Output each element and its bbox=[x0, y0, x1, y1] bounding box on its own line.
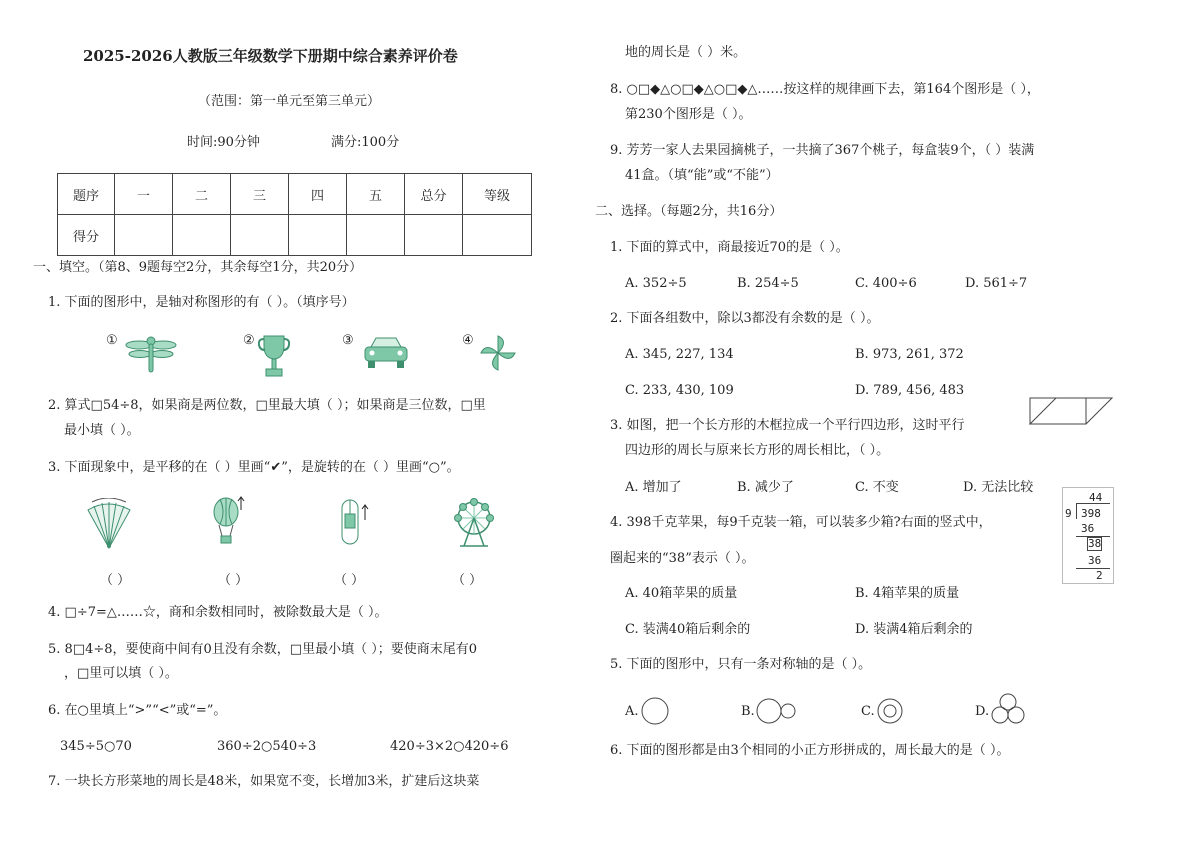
c4-option-a[interactable]: A. 40箱苹果的质量 bbox=[625, 586, 738, 601]
ferris-wheel-icon bbox=[451, 496, 497, 548]
dragonfly-icon bbox=[122, 332, 180, 374]
q4-text: 4. □÷7=△……☆，商和余数相同时，被除数最大是（ ）。 bbox=[48, 605, 388, 620]
score-cell[interactable] bbox=[173, 215, 231, 256]
q2-text-line1: 2. 算式□54÷8，如果商是两位数，□里最大填（ ）；如果商是三位数，□里 bbox=[48, 398, 486, 413]
division-quotient: 44 bbox=[1089, 491, 1103, 504]
score-cell[interactable] bbox=[289, 215, 347, 256]
table-header-cell: 三 bbox=[231, 174, 289, 215]
division-step-3: 36 bbox=[1088, 554, 1102, 567]
division-step-1: 36 bbox=[1081, 522, 1095, 535]
c5-option-c-label[interactable]: C. bbox=[861, 704, 875, 719]
c5-text: 5. 下面的图形中，只有一条对称轴的是（ ）。 bbox=[610, 657, 872, 672]
c1-option-c[interactable]: C. 400÷6 bbox=[855, 276, 917, 291]
table-header-cell: 题序 bbox=[58, 174, 115, 215]
table-row-label: 得分 bbox=[58, 215, 115, 256]
trophy-icon bbox=[258, 332, 290, 378]
folding-fan-icon bbox=[86, 498, 132, 550]
c4-text-line2: 圈起来的“38”表示（ ）。 bbox=[610, 551, 755, 566]
c3-text-line2: 四边形的周长与原来长方形的周长相比，（ ）。 bbox=[625, 443, 890, 458]
elevator-icon bbox=[336, 498, 370, 548]
c2-option-c[interactable]: C. 233, 430, 109 bbox=[625, 383, 734, 398]
q8-text-line2: 第230个图形是（ ）。 bbox=[625, 107, 752, 122]
q1-label-4: ④ bbox=[462, 333, 474, 348]
score-table-header-row bbox=[58, 174, 532, 215]
q1-label-1: ① bbox=[106, 333, 118, 348]
q6-item-3: 420÷3×2○420÷6 bbox=[390, 739, 509, 754]
score-cell[interactable] bbox=[405, 215, 463, 256]
q1-text: 1. 下面的图形中，是轴对称图形的有（ ）。（填序号） bbox=[48, 295, 355, 310]
c3-option-c[interactable]: C. 不变 bbox=[855, 480, 899, 495]
q6-item-2: 360÷2○540÷3 bbox=[217, 739, 317, 754]
q5-text-line2: ，□里可以填（ ）。 bbox=[64, 666, 178, 681]
car-icon bbox=[362, 335, 410, 371]
c3-option-a[interactable]: A. 增加了 bbox=[625, 480, 682, 495]
score-cell[interactable] bbox=[231, 215, 289, 256]
table-header-cell: 五 bbox=[347, 174, 405, 215]
q3-answer-paren-3[interactable]: （ ） bbox=[334, 573, 365, 588]
q8-text-line1: 8. ○□◆△○□◆△○□◆△……按这样的规律画下去，第164个图形是（ ）， bbox=[610, 82, 1040, 97]
c1-option-a[interactable]: A. 352÷5 bbox=[625, 276, 687, 291]
q9-text-line2: 41盒。（填“能”或“不能”） bbox=[625, 168, 779, 183]
time-limit: 时间:90分钟 bbox=[187, 135, 260, 150]
section2-heading: 二、选择。（每题2分，共16分） bbox=[595, 204, 783, 219]
score-cell[interactable] bbox=[347, 215, 405, 256]
division-divisor: 9 bbox=[1065, 507, 1072, 520]
table-header-cell: 二 bbox=[173, 174, 231, 215]
q6-text: 6. 在○里填上“>”“<”或“=”。 bbox=[48, 703, 227, 718]
q9-text-line1: 9. 芳芳一家人去果园摘桃子，一共摘了367个桃子，每盒装9个，（ ）装满 bbox=[610, 143, 1035, 158]
c4-text-line1: 4. 398千克苹果，每9千克装一箱，可以装多少箱?右面的竖式中， bbox=[610, 515, 992, 530]
q3-answer-paren-2[interactable]: （ ） bbox=[218, 573, 249, 588]
two-circles-figure bbox=[755, 696, 799, 726]
table-header-cell: 四 bbox=[289, 174, 347, 215]
c4-option-d[interactable]: D. 装满4箱后剩余的 bbox=[855, 622, 973, 637]
score-table bbox=[57, 173, 532, 256]
c1-option-d[interactable]: D. 561÷7 bbox=[965, 276, 1028, 291]
table-header-cell: 总分 bbox=[405, 174, 463, 215]
q1-label-3: ③ bbox=[342, 333, 354, 348]
c1-text: 1. 下面的算式中，商最接近70的是（ ）。 bbox=[610, 240, 849, 255]
division-remainder: 2 bbox=[1096, 569, 1103, 582]
c3-text-line1: 3. 如图，把一个长方形的木框拉成一个平行四边形，这时平行 bbox=[610, 418, 965, 433]
c2-option-a[interactable]: A. 345, 227, 134 bbox=[625, 347, 734, 362]
scope-note: （范围：第一单元至第三单元） bbox=[198, 94, 381, 109]
score-cell[interactable] bbox=[463, 215, 532, 256]
division-circled-38: 38 bbox=[1088, 537, 1102, 550]
q7-text-cont: 地的周长是（ ）米。 bbox=[625, 45, 747, 60]
q1-label-2: ② bbox=[243, 333, 255, 348]
three-circles-figure bbox=[990, 692, 1026, 724]
c1-option-b[interactable]: B. 254÷5 bbox=[737, 276, 799, 291]
q6-item-1: 345÷5○70 bbox=[60, 739, 132, 754]
c5-option-d-label[interactable]: D. bbox=[975, 704, 990, 719]
q2-text-line2: 最小填（ ）。 bbox=[64, 423, 140, 438]
c2-option-b[interactable]: B. 973, 261, 372 bbox=[855, 347, 964, 362]
hot-air-balloon-icon bbox=[211, 496, 245, 550]
section1-heading: 一、填空。（第8、9题每空2分，其余每空1分，共20分） bbox=[33, 260, 363, 275]
pinwheel-icon bbox=[478, 333, 518, 373]
c2-text: 2. 下面各组数中，除以3都没有余数的是（ ）。 bbox=[610, 311, 880, 326]
c2-option-d[interactable]: D. 789, 456, 483 bbox=[855, 383, 965, 398]
c5-option-b-label[interactable]: B. bbox=[741, 704, 755, 719]
long-division-figure bbox=[1062, 487, 1114, 584]
table-header-cell: 等级 bbox=[463, 174, 532, 215]
full-score: 满分:100分 bbox=[331, 135, 400, 150]
q3-answer-paren-1[interactable]: （ ） bbox=[100, 573, 131, 588]
c5-option-a-label[interactable]: A. bbox=[625, 704, 639, 719]
q3-text: 3. 下面现象中，是平移的在（ ）里画“✔”，是旋转的在（ ）里画“○”。 bbox=[48, 460, 460, 475]
q5-text-line1: 5. 8□4÷8，要使商中间有0且没有余数，□里最小填（ ）；要使商末尾有0 bbox=[48, 642, 477, 657]
single-circle-figure bbox=[640, 696, 670, 726]
page-title: 2025-2026人教版三年级数学下册期中综合素养评价卷 bbox=[83, 47, 458, 65]
c3-option-d[interactable]: D. 无法比较 bbox=[963, 480, 1034, 495]
score-table-score-row bbox=[58, 215, 532, 256]
concentric-circles-figure bbox=[875, 696, 905, 726]
rectangle-parallelogram-figure bbox=[1028, 396, 1114, 426]
table-header-cell: 一 bbox=[115, 174, 173, 215]
c6-text: 6. 下面的图形都是由3个相同的小正方形拼成的，周长最大的是（ ）。 bbox=[610, 743, 1010, 758]
c3-option-b[interactable]: B. 减少了 bbox=[737, 480, 794, 495]
q7-text: 7. 一块长方形菜地的周长是48米，如果宽不变，长增加3米，扩建后这块菜 bbox=[48, 774, 480, 789]
q3-answer-paren-4[interactable]: （ ） bbox=[452, 573, 483, 588]
division-dividend: 398 bbox=[1081, 507, 1101, 520]
score-cell[interactable] bbox=[115, 215, 173, 256]
c4-option-c[interactable]: C. 装满40箱后剩余的 bbox=[625, 622, 751, 637]
c4-option-b[interactable]: B. 4箱苹果的质量 bbox=[855, 586, 960, 601]
